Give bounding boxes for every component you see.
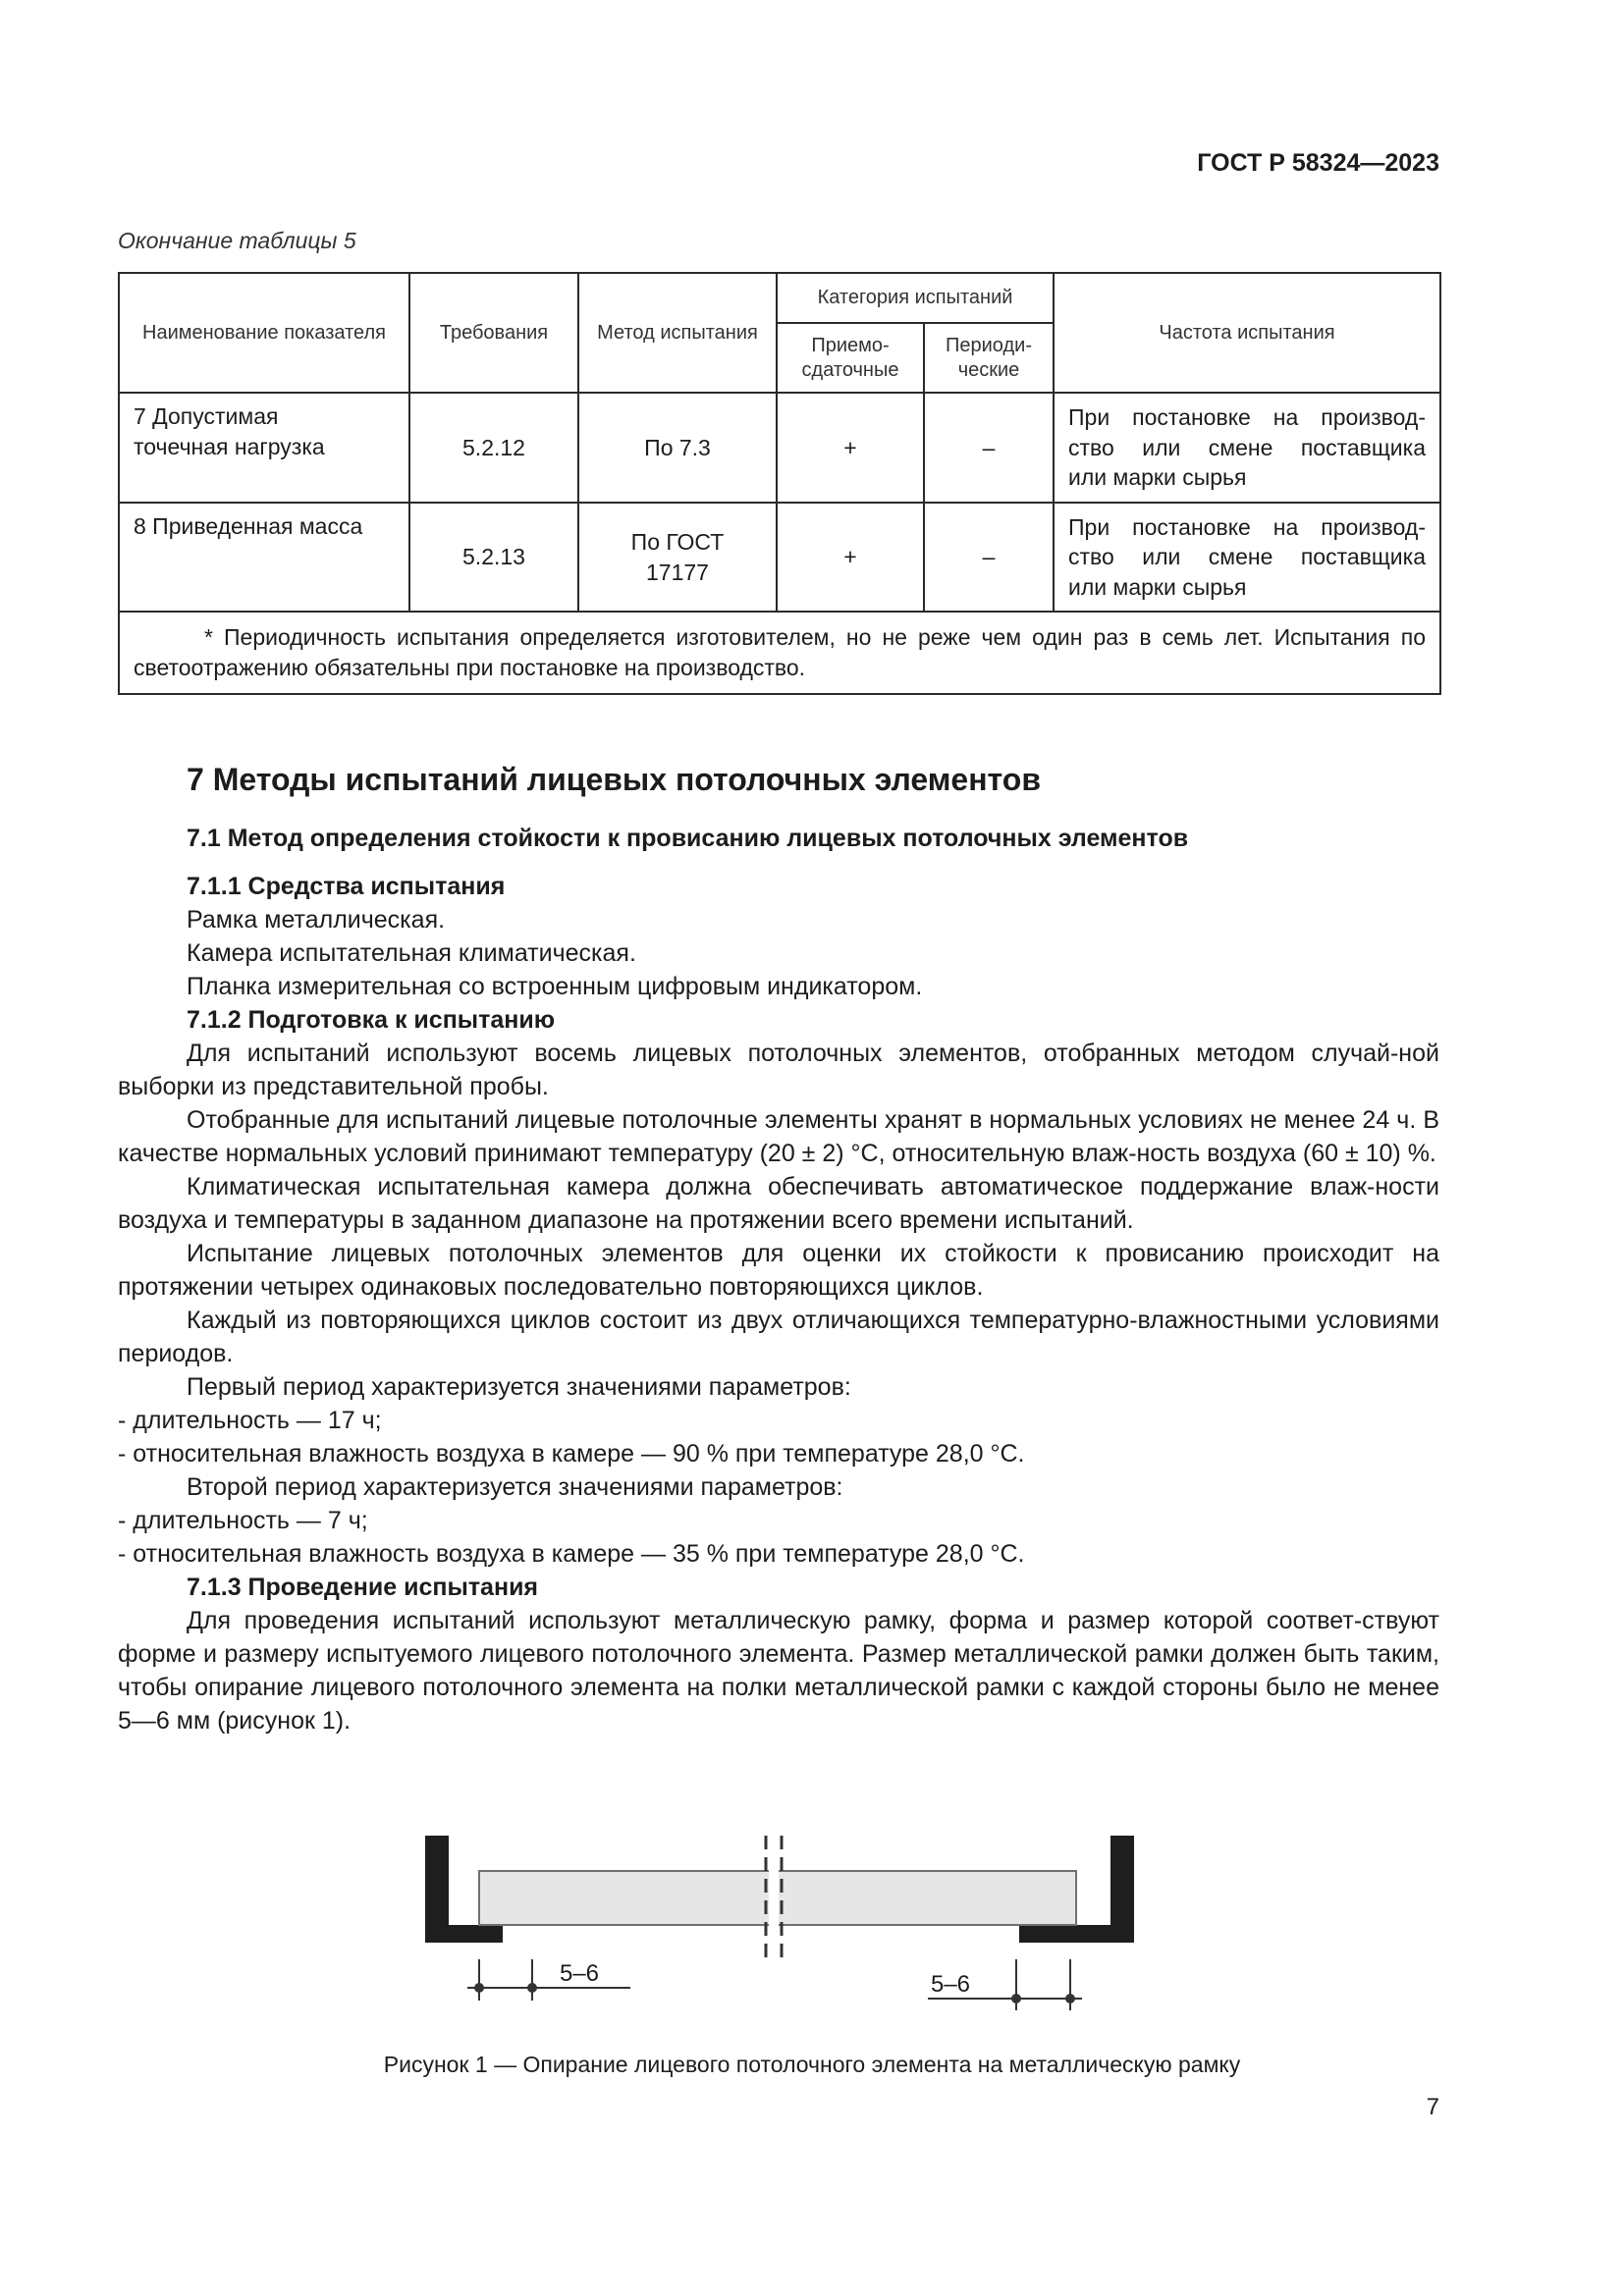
list-item: - относительная влажность воздуха в камере — 90 % при температуре 28,0 °С. — [118, 1440, 1025, 1468]
paragraph: Первый период характеризуется значениями параметров: — [187, 1373, 851, 1401]
paragraph: Второй период характеризуется значениями параметров: — [187, 1473, 843, 1501]
paragraph: Испытание лицевых потолочных элементов для оценки их стойкости к провисанию происходит на протяжении четырех одинаковых последовательно повторяющихся циклов. — [118, 1240, 1439, 1301]
cell-frequency: При постановке на производ- ство или смене поставщика или марки сырья — [1054, 393, 1440, 503]
heading-7-1-1: 7.1.1 Средства испытания — [187, 873, 506, 900]
list-item: - относительная влажность воздуха в камере — 35 % при температуре 28,0 °С. — [118, 1540, 1025, 1568]
table-caption: Окончание таблицы 5 — [118, 228, 356, 253]
tool-item: Камера испытательная климатическая. — [187, 939, 636, 967]
cell-periodic: – — [924, 503, 1054, 612]
figure-1 — [412, 1824, 1159, 2025]
paragraph: Для проведения испытаний используют металлическую рамку, форма и размер которой соответ-ствуют форме и размеру испытуемого лицевого потолочного элемента. Размер металлической рамки должен быть таким, чтобы опирание лицевого потолочного элемента на полки металлической рамки с каждой стороны было не менее 5—6 мм (рисунок 1). — [118, 1607, 1439, 1735]
paragraph: Для испытаний используют восемь лицевых потолочных элементов, отобранных методом случай-ной выборки из представительной пробы. — [118, 1040, 1439, 1100]
header-method: Метод испытания — [578, 273, 777, 393]
page-number: 7 — [1426, 2094, 1439, 2120]
list-item: - длительность — 17 ч; — [118, 1407, 382, 1434]
header-category: Категория испытаний — [777, 273, 1054, 323]
header-periodic: Периоди-ческие — [924, 323, 1054, 393]
cell-requirements: 5.2.13 — [409, 503, 578, 612]
table-row — [119, 393, 1440, 503]
subsection-title: 7.1 Метод определения стойкости к провисанию лицевых потолочных элементов — [187, 825, 1189, 852]
break-gap — [769, 1863, 779, 1951]
cell-frequency: При постановке на производ- ство или смене поставщика или марки сырья — [1054, 503, 1440, 612]
cell-name: 7 Допустимая точечная нагрузка — [119, 393, 409, 503]
cell-method: По 7.3 — [578, 393, 777, 503]
cell-requirements: 5.2.12 — [409, 393, 578, 503]
dim-dot — [1065, 1994, 1075, 2003]
dim-dot — [474, 1983, 484, 1993]
cell-acceptance: + — [777, 393, 924, 503]
cell-name: 8 Приведенная масса — [119, 503, 409, 612]
list-item: - длительность — 7 ч; — [118, 1507, 368, 1534]
paragraph: Отобранные для испытаний лицевые потолочные элементы хранят в нормальных условиях не менее 24 ч. В качестве нормальных условий принимают температуру (20 ± 2) °С, относительную влаж-ность воздуха (60 ± 10) %. — [118, 1106, 1439, 1167]
figure-caption: Рисунок 1 — Опирание лицевого потолочного элемента на металлическую рамку — [383, 2052, 1241, 2077]
tool-item: Рамка металлическая. — [187, 906, 446, 934]
heading-7-1-3: 7.1.3 Проведение испытания — [187, 1574, 539, 1601]
cell-acceptance: + — [777, 503, 924, 612]
cell-periodic: – — [924, 393, 1054, 503]
paragraph: Каждый из повторяющихся циклов состоит из двух отличающихся температурно-влажностными условиями периодов. — [118, 1307, 1439, 1367]
dim-dot — [527, 1983, 537, 1993]
dim-dot — [1011, 1994, 1021, 2003]
cell-method: По ГОСТ 17177 — [578, 503, 777, 612]
table-note: * Периодичность испытания определяется изготовителем, но не реже чем один раз в семь лет. Испытания по светоотражению обязательны при постановке на производство. — [119, 612, 1440, 694]
section-title: 7 Методы испытаний лицевых потолочных элементов — [187, 762, 1042, 797]
header-name: Наименование показателя — [119, 273, 409, 393]
tool-item: Планка измерительная со встроенным цифровым индикатором. — [187, 973, 923, 1000]
header-requirements: Требования — [409, 273, 578, 393]
header-acceptance: Приемо-сдаточные — [777, 323, 924, 393]
dim-label-right: 5–6 — [930, 1971, 971, 1998]
heading-7-1-2: 7.1.2 Подготовка к испытанию — [187, 1006, 556, 1034]
paragraph: Климатическая испытательная камера должна обеспечивать автоматическое поддержание влаж-ности воздуха и температуры в заданном диапазоне на протяжении всего времени испытаний. — [118, 1173, 1439, 1234]
table-row — [119, 503, 1440, 612]
section-body — [118, 870, 1439, 1737]
dim-label-left: 5–6 — [559, 1960, 600, 1987]
requirements-table — [118, 272, 1441, 695]
header-frequency: Частота испытания — [1054, 273, 1440, 393]
frame-diagram — [412, 1824, 1159, 2020]
document-code: ГОСТ Р 58324—2023 — [1197, 149, 1439, 177]
